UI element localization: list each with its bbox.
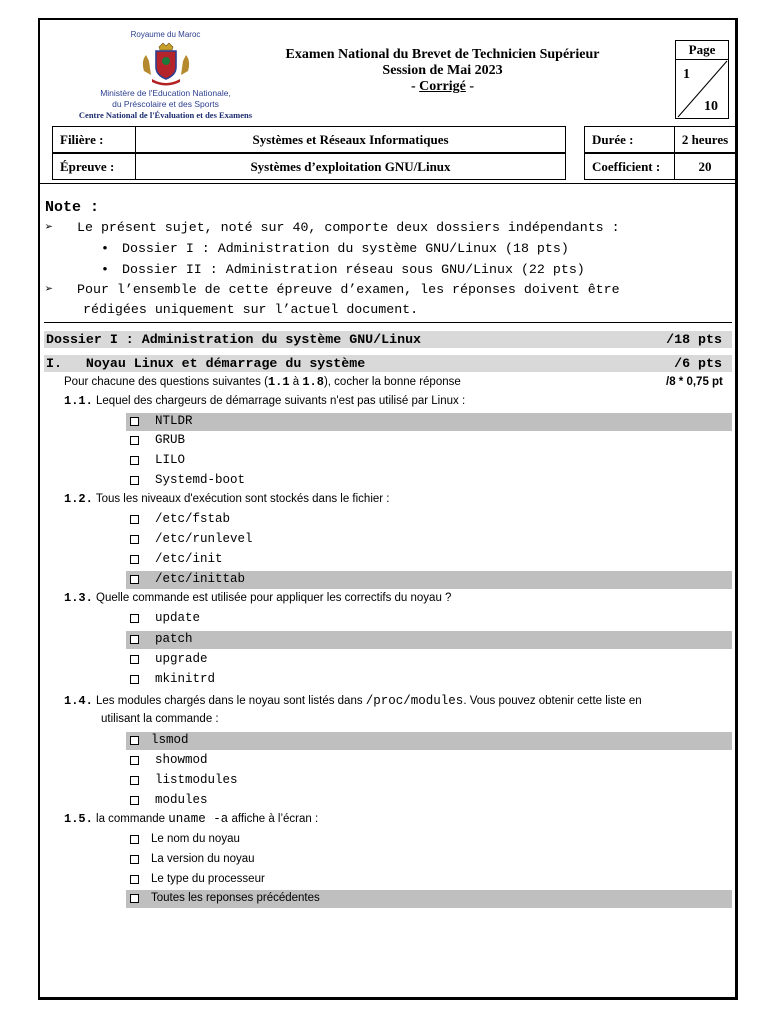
corrige-label: - Corrigé - (411, 79, 474, 94)
filiere-label: Filière : (52, 126, 136, 153)
checkbox-icon[interactable] (130, 736, 139, 745)
dossier-bar (44, 331, 732, 348)
question-1-3: 1.3. Quelle commande est utilisée pour appliquer les correctifs du noyau ? (64, 591, 452, 605)
instruction-score: /8 * 0,75 pt (666, 376, 723, 388)
duree-value: 2 heures (674, 126, 736, 153)
page-total: 10 (704, 99, 718, 114)
checkbox-icon[interactable] (130, 436, 139, 445)
filiere-value: Systèmes et Réseaux Informatiques (135, 126, 566, 153)
q1-4-option-4[interactable]: modules (126, 792, 732, 810)
page-label: Page (676, 41, 728, 60)
checkbox-icon[interactable] (130, 756, 139, 765)
dossier-title: Dossier I : Administration du système GNU/Linux (46, 332, 422, 347)
checkbox-icon[interactable] (130, 875, 139, 884)
coefficient-label: Coefficient : (584, 153, 675, 180)
checkbox-icon[interactable] (130, 555, 139, 564)
question-1-4-line-2: utilisant la commande : (101, 713, 219, 725)
checkbox-icon[interactable] (130, 614, 139, 623)
dossier-points: /18 pts (666, 332, 722, 347)
epreuve-value: Systèmes d’exploitation GNU/Linux (135, 153, 566, 180)
q1-3-option-1[interactable]: update (126, 610, 732, 628)
exam-header (280, 47, 605, 95)
checkbox-icon[interactable] (130, 456, 139, 465)
checkbox-icon[interactable] (130, 476, 139, 485)
note-bullet-2: • Dossier II : Administration réseau sous GNU/Linux (22 pts) (101, 262, 585, 277)
page-number-box (675, 40, 729, 119)
q1-1-option-1[interactable]: NTLDR (126, 413, 732, 431)
note-bullet-1: • Dossier I : Administration du système GNU/Linux (18 pts) (101, 241, 569, 256)
checkbox-icon[interactable] (130, 535, 139, 544)
q1-2-option-4[interactable]: /etc/inittab (126, 571, 732, 589)
header-separator (40, 183, 736, 184)
q1-2-option-2[interactable]: /etc/runlevel (126, 531, 732, 549)
q1-2-option-1[interactable]: /etc/fstab (126, 511, 732, 529)
center-name: Centre National de l'Évaluation et des Examens (78, 110, 253, 120)
instruction-text: Pour chacune des questions suivantes (1.1 à 1.8), cocher la bonne réponse (64, 375, 461, 389)
epreuve-label: Épreuve : (52, 153, 136, 180)
arrow-bullet-icon: ➢ (45, 220, 54, 235)
note-line-1: ➢ Le présent sujet, noté sur 40, comporte deux dossiers indépendants : (45, 220, 620, 235)
coat-of-arms-icon (137, 41, 195, 87)
bullet-icon: • (101, 262, 109, 277)
checkbox-icon[interactable] (130, 894, 139, 903)
checkbox-icon[interactable] (130, 855, 139, 864)
checkbox-icon[interactable] (130, 835, 139, 844)
note-line-2b: rédigées uniquement sur l’actuel document. (83, 302, 419, 317)
bullet-icon: • (101, 241, 109, 256)
question-1-5: 1.5. la commande uname -a affiche à l’écran : (64, 812, 319, 826)
q1-1-option-2[interactable]: GRUB (126, 432, 732, 450)
page-number: 1 (683, 67, 690, 82)
checkbox-icon[interactable] (130, 417, 139, 426)
q1-4-option-2[interactable]: showmod (126, 752, 732, 770)
q1-4-option-3[interactable]: listmodules (126, 772, 732, 790)
coefficient-value: 20 (674, 153, 736, 180)
checkbox-icon[interactable] (130, 776, 139, 785)
duree-label: Durée : (584, 126, 675, 153)
checkbox-icon[interactable] (130, 515, 139, 524)
question-1-2: 1.2. Tous les niveaux d'exécution sont stockés dans le fichier : (64, 492, 390, 506)
checkbox-icon[interactable] (130, 675, 139, 684)
question-1-1: 1.1. Lequel des chargeurs de démarrage suivants n'est pas utilisé par Linux : (64, 394, 466, 408)
q1-5-option-4[interactable]: Toutes les reponses précédentes (126, 890, 732, 908)
q1-1-option-3[interactable]: LILO (126, 452, 732, 470)
checkbox-icon[interactable] (130, 796, 139, 805)
logo-block (58, 30, 273, 120)
section-title: I. Noyau Linux et démarrage du système (46, 356, 366, 371)
q1-3-option-2[interactable]: patch (126, 631, 732, 649)
q1-1-option-4[interactable]: Systemd-boot (126, 472, 732, 490)
ministry-line-2: du Préscolaire et des Sports (112, 99, 219, 109)
kingdom-label: Royaume du Maroc (130, 30, 201, 39)
q1-5-option-1[interactable]: Le nom du noyau (126, 831, 732, 849)
arrow-bullet-icon: ➢ (45, 282, 54, 297)
ministry-line-1: Ministère de l'Education Nationale, (100, 88, 231, 98)
checkbox-icon[interactable] (130, 575, 139, 584)
note-title: Note : (45, 199, 100, 216)
q1-5-option-3[interactable]: Le type du processeur (126, 871, 732, 889)
checkbox-icon[interactable] (130, 655, 139, 664)
exam-session: Session de Mai 2023 (382, 63, 503, 78)
q1-5-option-2[interactable]: La version du noyau (126, 851, 732, 869)
note-separator (44, 322, 732, 323)
question-1-4: 1.4. Les modules chargés dans le noyau sont listés dans /proc/modules. Vous pouvez obtenir cette liste en (64, 694, 642, 708)
exam-title: Examen National du Brevet de Technicien Supérieur (285, 47, 600, 62)
q1-3-option-3[interactable]: upgrade (126, 651, 732, 669)
q1-2-option-3[interactable]: /etc/init (126, 551, 732, 569)
section-bar (44, 355, 732, 372)
checkbox-icon[interactable] (130, 635, 139, 644)
q1-4-option-1[interactable]: lsmod (126, 732, 732, 750)
section-points: /6 pts (674, 356, 722, 371)
note-line-2: ➢ Pour l’ensemble de cette épreuve d’examen, les réponses doivent être (45, 282, 620, 297)
q1-3-option-4[interactable]: mkinitrd (126, 671, 732, 689)
